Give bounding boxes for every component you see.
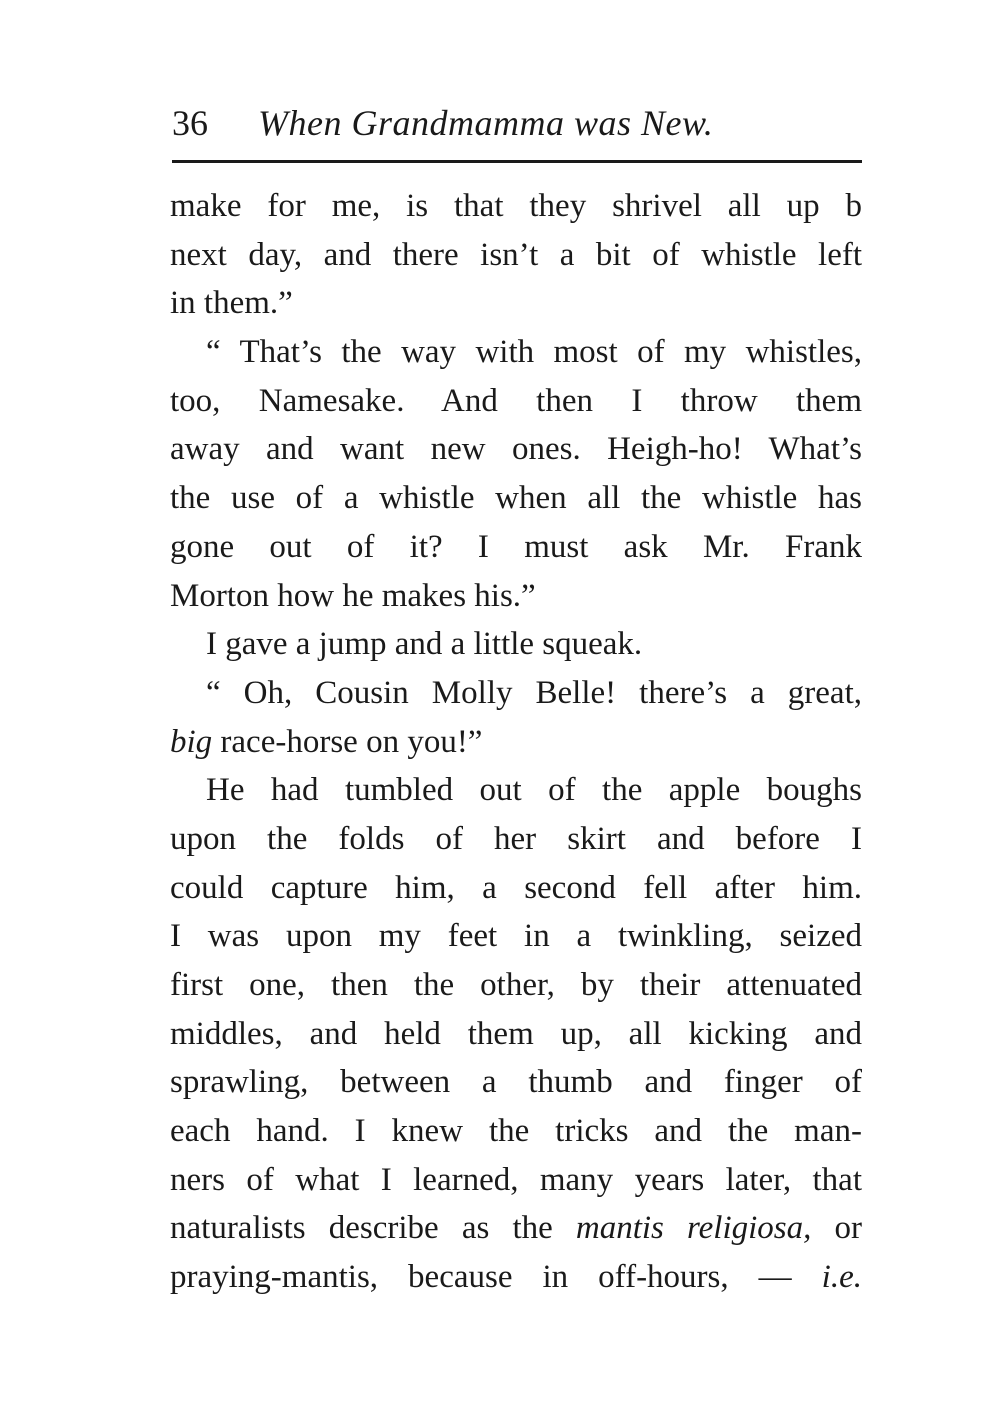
line-text: the use of a whistle when all the whistle has xyxy=(170,480,862,517)
text-line xyxy=(170,912,862,961)
text-line xyxy=(170,279,862,328)
page-header xyxy=(172,98,862,148)
text-line xyxy=(170,377,862,426)
line-tail: or xyxy=(811,1210,863,1247)
text-line xyxy=(170,620,862,669)
text-line xyxy=(170,1058,862,1107)
line-text: sprawling, between a thumb and finger of xyxy=(170,1064,862,1101)
line-text: He had tumbled out of the apple boughs xyxy=(206,772,862,809)
text-line xyxy=(170,718,862,767)
text-line xyxy=(170,572,862,621)
line-text: “ Oh, Cousin Molly Belle! there’s a great, xyxy=(206,674,862,711)
text-line xyxy=(170,231,862,280)
text-line xyxy=(170,425,862,474)
text-line xyxy=(170,1204,862,1253)
page-number: 36 xyxy=(172,103,208,143)
line-text: in them.” xyxy=(170,285,293,322)
text-line xyxy=(170,328,862,377)
line-text: praying-mantis, because in off-hours, — xyxy=(170,1259,822,1296)
line-text: Morton how he makes his.” xyxy=(170,577,536,614)
italic-phrase: mantis religiosa, xyxy=(575,1210,812,1247)
line-text: race-horse on you!” xyxy=(212,723,483,760)
line-text: middles, and held them up, all kicking and xyxy=(170,1015,862,1052)
text-line xyxy=(170,815,862,864)
text-line xyxy=(170,1010,862,1059)
text-line xyxy=(170,864,862,913)
text-line xyxy=(170,1107,862,1156)
text-line xyxy=(170,961,862,1010)
line-text: each hand. I knew the tricks and the man- xyxy=(170,1113,862,1150)
text-line xyxy=(170,474,862,523)
line-text: first one, then the other, by their attenuated xyxy=(170,967,862,1003)
body-text xyxy=(170,182,862,1302)
line-text: upon the folds of her skirt and before I xyxy=(170,820,862,857)
line-text: gone out of it? I must ask Mr. Frank xyxy=(170,528,862,565)
text-line xyxy=(170,669,862,718)
line-text: too, Namesake. And then I throw them xyxy=(170,382,862,419)
line-text: “ That’s the way with most of my whistles, xyxy=(206,334,862,371)
text-line xyxy=(170,1253,862,1302)
text-line xyxy=(170,182,862,231)
running-title: When Grandmamma was New. xyxy=(258,103,714,143)
text-line xyxy=(170,766,862,815)
italic-word: big xyxy=(170,723,213,760)
line-text: I gave a jump and a little squeak. xyxy=(206,626,643,663)
line-text: ners of what I learned, many years later, that xyxy=(170,1161,862,1198)
text-line xyxy=(170,523,862,572)
line-text: I was upon my feet in a twinkling, seized xyxy=(170,918,862,955)
line-text: next day, and there isn’t a bit of whistle left xyxy=(170,236,862,273)
line-text: make for me, is that they shrivel all up b xyxy=(170,188,862,224)
line-text: naturalists describe as the xyxy=(170,1210,576,1247)
header-rule xyxy=(172,160,862,163)
line-text: away and want new ones. Heigh-ho! What’s xyxy=(170,431,862,468)
text-line xyxy=(170,1156,862,1205)
italic-phrase: i.e. xyxy=(821,1259,862,1296)
line-text: could capture him, a second fell after him. xyxy=(170,869,862,906)
